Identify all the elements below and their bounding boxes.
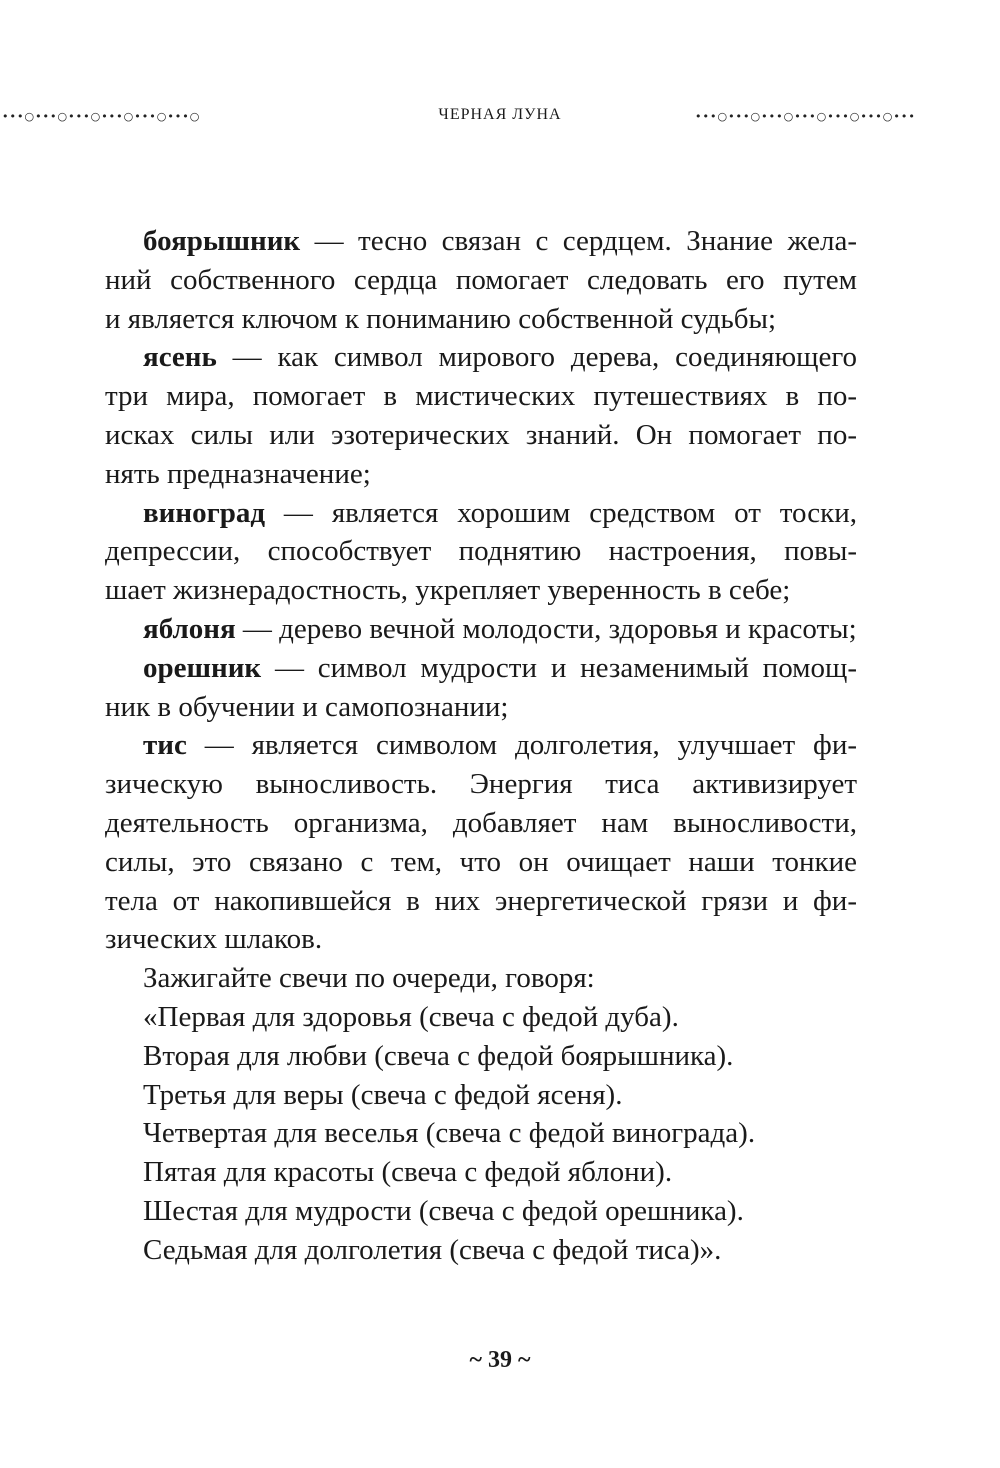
- running-header: [0, 102, 1000, 132]
- tree-term: виноград: [143, 496, 266, 529]
- text-line: [105, 726, 857, 765]
- verse-line: Четвертая для веселья (свеча с федой винограда).: [143, 1117, 756, 1150]
- tree-description: — тесно связан с сердцем. Знание жела-: [300, 225, 857, 257]
- tree-entry: [105, 726, 857, 959]
- tree-description: — как символ мирового дерева, соединяющего: [216, 341, 857, 374]
- verse-line: Седьмая для долголетия (свеча с федой тиса)».: [143, 1233, 722, 1266]
- tree-entry: [105, 494, 857, 610]
- text-line: исках силы или эзотерических знаний. Он помогает по-: [105, 418, 857, 451]
- text-line: деятельность организма, добавляет нам выносливости,: [105, 806, 857, 839]
- verse-line: Третья для веры (свеча с федой ясеня).: [143, 1078, 623, 1111]
- text-line: три мира, помогает в мистических путешествиях в по-: [105, 380, 857, 413]
- ornament-right: •••○•••○•••○•••○•••○•••○•••: [695, 110, 916, 123]
- text-line: [105, 610, 857, 649]
- tree-description: — дерево вечной молодости, здоровья и красоты;: [235, 612, 857, 645]
- verse-line: «Первая для здоровья (свеча с федой дуба).: [143, 1000, 679, 1033]
- page-number: ~ 39 ~: [469, 1347, 531, 1373]
- tree-entry: [105, 338, 857, 493]
- text-line: зических шлаков.: [105, 923, 323, 956]
- page-body: [105, 222, 857, 1270]
- text-line: депрессии, способствует поднятию настроения, повы-: [105, 535, 857, 568]
- ornament-left: •••○•••○•••○•••○•••○•••○: [2, 110, 201, 123]
- tree-description: — является хорошим средством от тоски,: [265, 496, 857, 529]
- text-line: силы, это связано с тем, что он очищает наши тонкие: [105, 845, 857, 878]
- tree-entry: [105, 222, 857, 338]
- text-line: ник в обучении и самопознании;: [105, 690, 509, 723]
- verse-line: Шестая для мудрости (свеча с федой орешника).: [143, 1194, 744, 1227]
- text-line: шает жизнерадостность, укрепляет уверенность в себе;: [105, 574, 791, 607]
- tree-term: боярышник: [143, 225, 301, 257]
- tree-term: орешник: [143, 651, 262, 684]
- tree-term: ясень: [143, 341, 217, 374]
- text-line: [105, 338, 857, 377]
- instruction-line: Зажигайте свечи по очереди, говоря:: [143, 962, 595, 995]
- text-line: тела от накопившейся в них энергетической грязи и фи-: [105, 884, 857, 917]
- verse-line: Пятая для красоты (свеча с федой яблони).: [143, 1156, 673, 1189]
- incantation: [105, 998, 857, 1270]
- text-line: зическую выносливость. Энергия тиса активизирует: [105, 768, 857, 801]
- text-line: и является ключом к пониманию собственной судьбы;: [105, 302, 777, 335]
- text-line: [105, 222, 857, 261]
- text-line: [105, 649, 857, 688]
- tree-description: — является символом долголетия, улучшает фи-: [186, 729, 857, 762]
- tree-description: — символ мудрости и незаменимый помощ-: [261, 651, 857, 684]
- verse-line: Вторая для любви (свеча с федой боярышника).: [143, 1039, 734, 1072]
- tree-list: [105, 222, 857, 959]
- tree-term: тис: [143, 729, 187, 762]
- running-title: ЧЕРНАЯ ЛУНА: [438, 106, 562, 123]
- tree-entry: [105, 610, 857, 649]
- text-line: нять предназначение;: [105, 457, 371, 490]
- tree-entry: [105, 649, 857, 727]
- text-line: [105, 494, 857, 533]
- text-line: ний собственного сердца помогает следовать его путем: [105, 263, 857, 296]
- tree-term: яблоня: [143, 612, 236, 645]
